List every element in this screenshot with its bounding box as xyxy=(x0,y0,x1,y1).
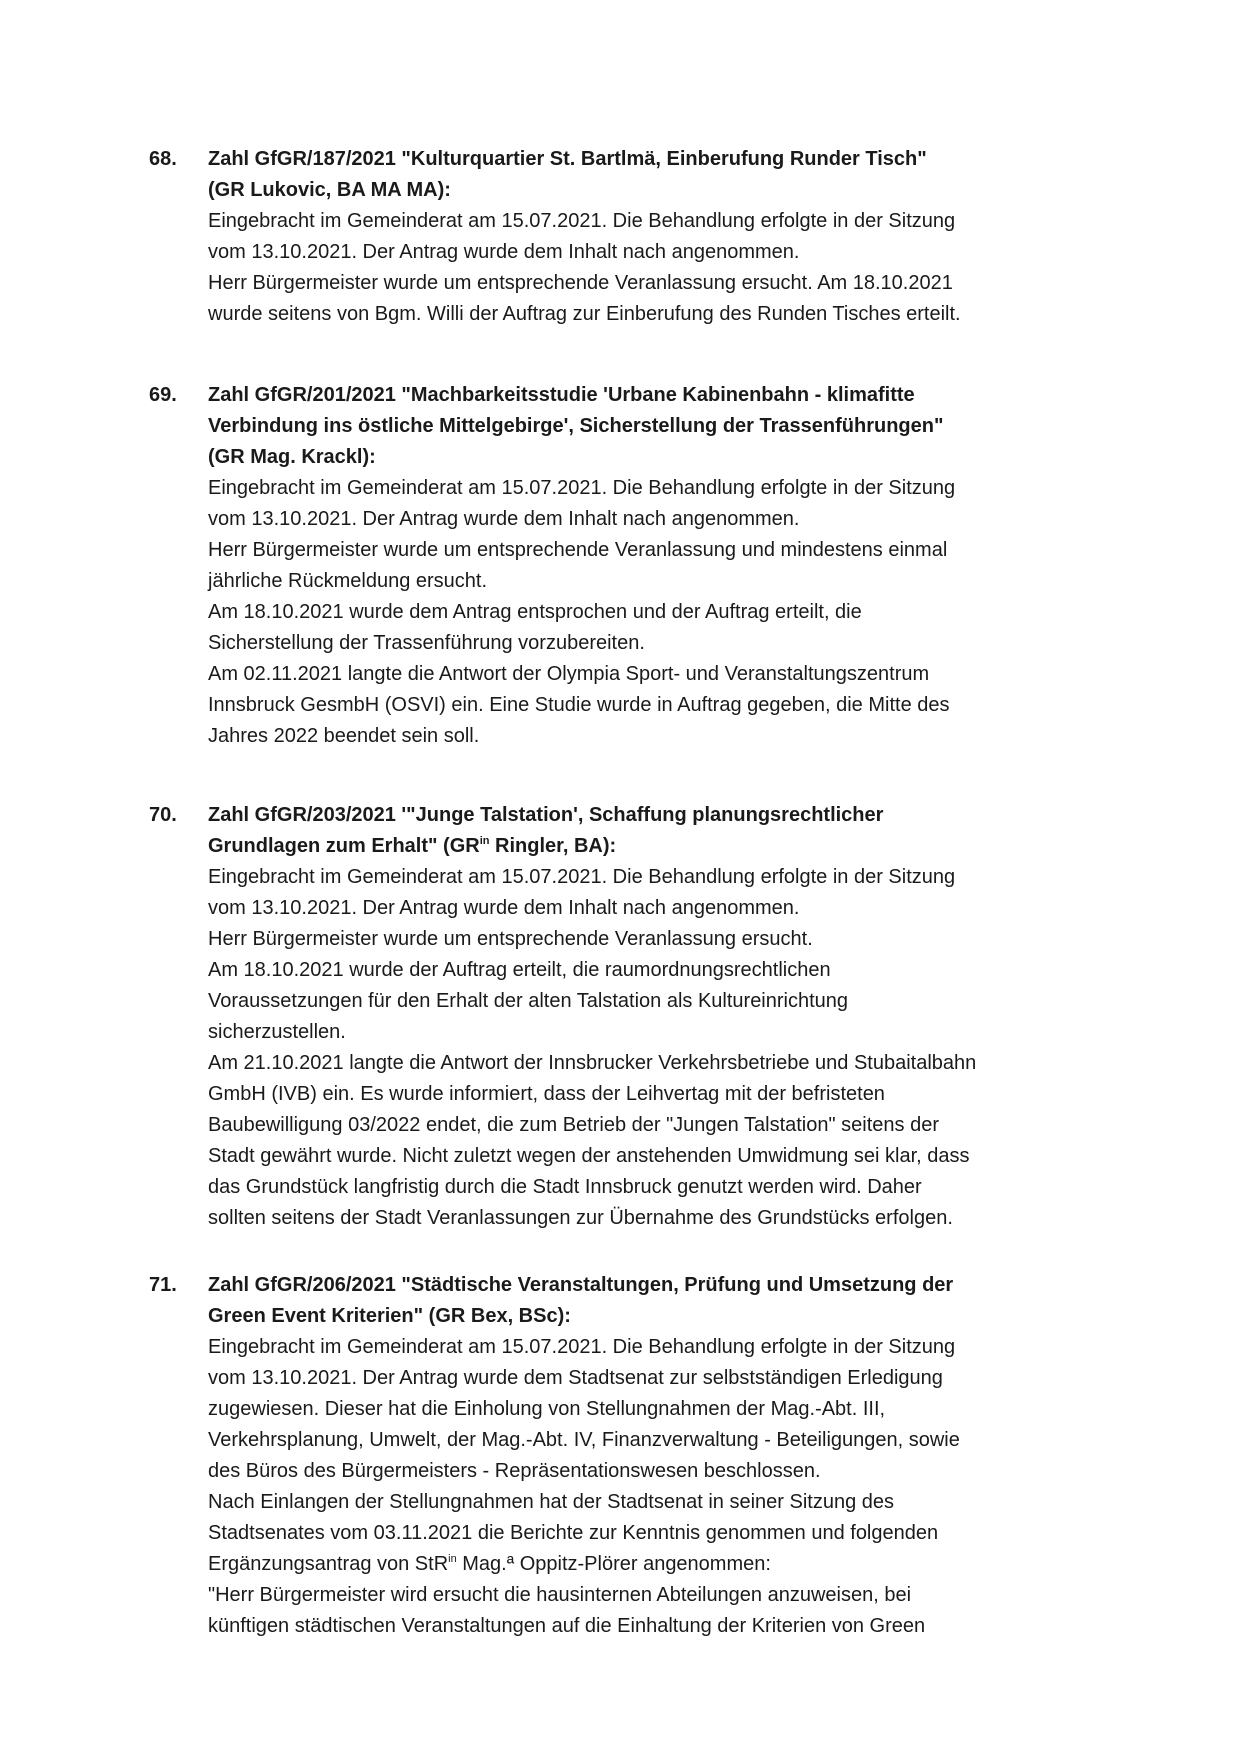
item-text-line: Voraussetzungen für den Erhalt der alten Talstation als Kultureinrichtung xyxy=(208,990,849,1012)
item-text-line: Eingebracht im Gemeinderat am 15.07.2021. Die Behandlung erfolgte in der Sitzung xyxy=(208,477,956,499)
item-text-line: Eingebracht im Gemeinderat am 15.07.2021. Die Behandlung erfolgte in der Sitzung xyxy=(208,866,956,888)
title-text: Ringler, BA): xyxy=(489,835,617,857)
item-title-line: Zahl GfGR/206/2021 "Städtische Veranstaltungen, Prüfung und Umsetzung der xyxy=(208,1274,954,1296)
item-title-line xyxy=(208,831,1108,862)
item-title-line: Zahl GfGR/187/2021 "Kulturquartier St. Bartlmä, Einberufung Runder Tisch" xyxy=(208,148,927,170)
item-body xyxy=(208,800,1108,1234)
item-text-line: Jahres 2022 beendet sein soll. xyxy=(208,725,480,747)
item-title-line: Zahl GfGR/201/2021 "Machbarkeitsstudie 'Urbane Kabinenbahn - klimafitte xyxy=(208,384,915,406)
item-text-line: Am 18.10.2021 wurde dem Antrag entsprochen und der Auftrag erteilt, die xyxy=(208,601,862,623)
item-text-line: Verkehrsplanung, Umwelt, der Mag.-Abt. IV, Finanzverwaltung - Beteiligungen, sowie xyxy=(208,1429,960,1451)
item-body xyxy=(208,144,1108,330)
item-text-line: Innsbruck GesmbH (OSVI) ein. Eine Studie wurde in Auftrag gegeben, die Mitte des xyxy=(208,694,950,716)
item-text-line: Am 18.10.2021 wurde der Auftrag erteilt, die raumordnungsrechtlichen xyxy=(208,959,831,981)
superscript: in xyxy=(448,1553,457,1565)
item-number: 70. xyxy=(149,804,177,826)
item-number: 68. xyxy=(149,148,177,170)
item-text-line: des Büros des Bürgermeisters - Repräsentationswesen beschlossen. xyxy=(208,1460,821,1482)
item-number: 69. xyxy=(149,384,177,406)
item-title-line: Green Event Kriterien" (GR Bex, BSc): xyxy=(208,1305,571,1327)
item-text-line: vom 13.10.2021. Der Antrag wurde dem Inhalt nach angenommen. xyxy=(208,241,800,263)
item-text-line: Stadt gewährt wurde. Nicht zuletzt wegen der anstehenden Umwidmung sei klar, dass xyxy=(208,1145,970,1167)
item-text-line: Nach Einlangen der Stellungnahmen hat der Stadtsenat in seiner Sitzung des xyxy=(208,1491,895,1513)
item-text-line: Am 02.11.2021 langte die Antwort der Olympia Sport- und Veranstaltungszentrum xyxy=(208,663,930,685)
text-fragment: Ergänzungsantrag von StR xyxy=(208,1553,449,1575)
item-text-line: Baubewilligung 03/2022 endet, die zum Betrieb der "Jungen Talstation" seitens der xyxy=(208,1114,939,1136)
item-text-line: Am 21.10.2021 langte die Antwort der Innsbrucker Verkehrsbetriebe und Stubaitalbahn xyxy=(208,1052,977,1074)
item-text-line: Eingebracht im Gemeinderat am 15.07.2021. Die Behandlung erfolgte in der Sitzung xyxy=(208,1336,956,1358)
item-text-line: künftigen städtischen Veranstaltungen auf die Einhaltung der Kriterien von Green xyxy=(208,1615,926,1637)
superscript: in xyxy=(479,835,490,847)
item-text-line: GmbH (IVB) ein. Es wurde informiert, dass der Leihvertag mit der befristeten xyxy=(208,1083,885,1105)
item-title-line: Zahl GfGR/203/2021 '"Junge Talstation', Schaffung planungsrechtlicher xyxy=(208,804,884,826)
text-fragment: Mag.ª Oppitz-Plörer angenommen: xyxy=(456,1553,771,1575)
item-text-line: Sicherstellung der Trassenführung vorzubereiten. xyxy=(208,632,645,654)
item-text-line: Herr Bürgermeister wurde um entsprechende Veranlassung und mindestens einmal xyxy=(208,539,948,561)
item-text-line: Eingebracht im Gemeinderat am 15.07.2021. Die Behandlung erfolgte in der Sitzung xyxy=(208,210,956,232)
item-text-line: zugewiesen. Dieser hat die Einholung von Stellungnahmen der Mag.-Abt. III, xyxy=(208,1398,886,1420)
title-text: Grundlagen zum Erhalt" (GR xyxy=(208,835,480,857)
item-text-line: Stadtsenates vom 03.11.2021 die Berichte zur Kenntnis genommen und folgenden xyxy=(208,1522,939,1544)
item-text-line xyxy=(208,1549,1108,1580)
item-text-line: "Herr Bürgermeister wird ersucht die hausinternen Abteilungen anzuweisen, bei xyxy=(208,1584,912,1606)
item-body xyxy=(208,380,1108,752)
item-text-line: vom 13.10.2021. Der Antrag wurde dem Inhalt nach angenommen. xyxy=(208,508,800,530)
item-text-line: Herr Bürgermeister wurde um entsprechende Veranlassung ersucht. Am 18.10.2021 xyxy=(208,272,953,294)
item-text-line: vom 13.10.2021. Der Antrag wurde dem Inhalt nach angenommen. xyxy=(208,897,800,919)
item-text-line: vom 13.10.2021. Der Antrag wurde dem Stadtsenat zur selbstständigen Erledigung xyxy=(208,1367,943,1389)
item-number: 71. xyxy=(149,1274,177,1296)
item-title-line: (GR Mag. Krackl): xyxy=(208,446,376,468)
item-body xyxy=(208,1270,1108,1642)
item-text-line: sicherzustellen. xyxy=(208,1021,346,1043)
item-text-line: jährliche Rückmeldung ersucht. xyxy=(208,570,488,592)
item-title-line: Verbindung ins östliche Mittelgebirge', Sicherstellung der Trassenführungen" xyxy=(208,415,944,437)
item-text-line: das Grundstück langfristig durch die Stadt Innsbruck genutzt werden wird. Daher xyxy=(208,1176,922,1198)
item-title-line: (GR Lukovic, BA MA MA): xyxy=(208,179,451,201)
item-text-line: wurde seitens von Bgm. Willi der Auftrag zur Einberufung des Runden Tisches erteilt. xyxy=(208,303,961,325)
item-text-line: Herr Bürgermeister wurde um entsprechende Veranlassung ersucht. xyxy=(208,928,813,950)
item-text-line: sollten seitens der Stadt Veranlassungen zur Übernahme des Grundstücks erfolgen. xyxy=(208,1207,953,1229)
